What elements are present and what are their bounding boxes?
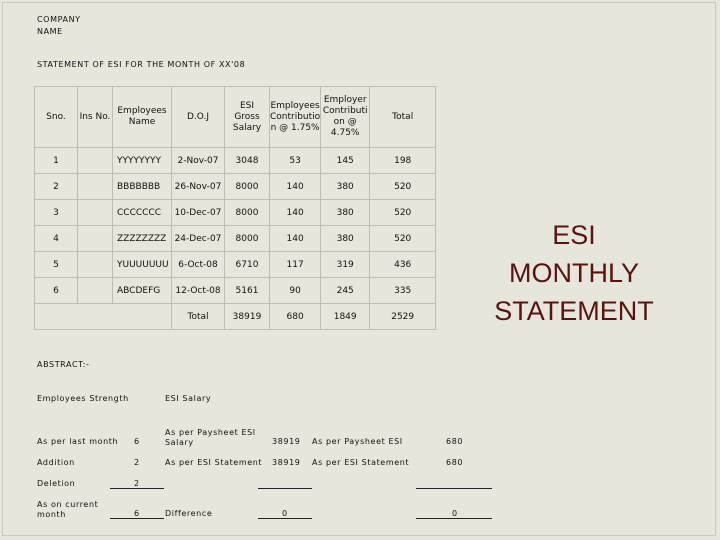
side-title xyxy=(484,216,664,330)
cell-total: 198 xyxy=(370,148,436,174)
abstract-label-addition: Addition xyxy=(37,458,75,467)
underline-contrib-difference xyxy=(416,518,492,519)
header-gross-line: Salary xyxy=(232,122,262,133)
cell-er: 380 xyxy=(321,200,370,226)
cell-employee-name: YUUUUUUU xyxy=(113,252,172,278)
cell-er: 145 xyxy=(321,148,370,174)
table-header-row xyxy=(35,87,436,148)
cell-ec: 140 xyxy=(270,200,321,226)
table-row xyxy=(35,148,436,174)
strength-heading: Employees Strength xyxy=(37,394,129,403)
cell-ins-no xyxy=(78,226,113,252)
header-gross-salary xyxy=(225,87,270,148)
cell-doj: 24-Dec-07 xyxy=(172,226,225,252)
cell-sno: 1 xyxy=(35,148,78,174)
cell-ins-no xyxy=(78,252,113,278)
header-ec-line: Contributio xyxy=(270,111,321,122)
cell-doj: 26-Nov-07 xyxy=(172,174,225,200)
cell-total-er: 1849 xyxy=(321,304,370,330)
cell-employee-name: ZZZZZZZZ xyxy=(113,226,172,252)
statement-title: STATEMENT OF ESI FOR THE MONTH OF XX'08 xyxy=(37,60,246,69)
header-total: Total xyxy=(370,87,436,148)
abstract-contrib-value-paysheet: 680 xyxy=(446,437,464,446)
header-sno: Sno. xyxy=(35,87,78,148)
cell-sno: 4 xyxy=(35,226,78,252)
underline-salary-difference xyxy=(258,518,312,519)
cell-total-label: Total xyxy=(172,304,225,330)
cell-sno: 6 xyxy=(35,278,78,304)
cell-total-total: 2529 xyxy=(370,304,436,330)
cell-doj: 10-Dec-07 xyxy=(172,200,225,226)
abstract-count-addition: 2 xyxy=(134,458,140,467)
cell-blank xyxy=(35,304,172,330)
cell-er: 380 xyxy=(321,226,370,252)
cell-total: 520 xyxy=(370,174,436,200)
abstract-label-last-month: As per last month xyxy=(37,437,119,446)
cell-employee-name: ABCDEFG xyxy=(113,278,172,304)
cell-ec: 140 xyxy=(270,174,321,200)
abstract-salary-value-difference: 0 xyxy=(282,509,288,518)
cell-ins-no xyxy=(78,200,113,226)
underline-contrib-diff xyxy=(416,488,492,489)
salary-heading: ESI Salary xyxy=(165,394,212,403)
underline-deletion xyxy=(110,488,164,489)
cell-total: 335 xyxy=(370,278,436,304)
header-gross-line: ESI xyxy=(239,100,255,111)
cell-employee-name: YYYYYYYY xyxy=(113,148,172,174)
company-name-line1: COMPANY xyxy=(37,15,81,24)
header-employer-contribution xyxy=(321,87,370,148)
header-employee-name-line: Name xyxy=(128,117,156,127)
cell-ec: 53 xyxy=(270,148,321,174)
abstract-contrib-value-statement: 680 xyxy=(446,458,464,467)
header-ins-no: Ins No. xyxy=(78,87,113,148)
company-name xyxy=(37,14,81,38)
header-doj: D.O.J xyxy=(172,87,225,148)
header-er-line: on @ xyxy=(333,117,357,127)
abstract-salary-label-paysheet: As per Paysheet ESI Salary xyxy=(165,428,256,447)
cell-ins-no xyxy=(78,148,113,174)
abstract-count-last-month: 6 xyxy=(134,437,140,446)
cell-total: 520 xyxy=(370,226,436,252)
header-er-line: 4.75% xyxy=(330,128,360,138)
abstract-label-current-month: As on current month xyxy=(37,500,99,519)
cell-employee-name: CCCCCCC xyxy=(113,200,172,226)
abstract-contrib-label-statement: As per ESI Statement xyxy=(312,458,410,467)
side-title-line3: STATEMENT xyxy=(494,296,654,326)
cell-sno: 2 xyxy=(35,174,78,200)
underline-salary-diff xyxy=(258,488,312,489)
cell-gross: 8000 xyxy=(225,226,270,252)
abstract-salary-value-paysheet: 38919 xyxy=(272,437,301,446)
table-row xyxy=(35,278,436,304)
cell-ins-no xyxy=(78,278,113,304)
abstract-label-deletion: Deletion xyxy=(37,479,76,488)
abstract-contrib-value-difference: 0 xyxy=(452,509,458,518)
cell-gross: 6710 xyxy=(225,252,270,278)
header-employee-name xyxy=(113,87,172,148)
cell-doj: 12-Oct-08 xyxy=(172,278,225,304)
table-row xyxy=(35,200,436,226)
table-row xyxy=(35,174,436,200)
header-employee-contribution xyxy=(270,87,321,148)
cell-er: 245 xyxy=(321,278,370,304)
cell-gross: 8000 xyxy=(225,200,270,226)
cell-total: 436 xyxy=(370,252,436,278)
cell-total: 520 xyxy=(370,200,436,226)
header-gross-line: Gross xyxy=(234,111,260,122)
header-ec-line: n @ 1.75% xyxy=(270,122,320,133)
table-total-row xyxy=(35,304,436,330)
underline-current-month xyxy=(110,518,164,519)
cell-er: 380 xyxy=(321,174,370,200)
cell-sno: 5 xyxy=(35,252,78,278)
cell-total-gross: 38919 xyxy=(225,304,270,330)
abstract-heading: ABSTRACT:- xyxy=(37,360,90,369)
abstract-salary-label-statement: As per ESI Statement xyxy=(165,458,263,467)
cell-doj: 6-Oct-08 xyxy=(172,252,225,278)
cell-gross: 3048 xyxy=(225,148,270,174)
abstract-salary-label-difference: Difference xyxy=(165,509,213,518)
cell-doj: 2-Nov-07 xyxy=(172,148,225,174)
cell-ec: 90 xyxy=(270,278,321,304)
abstract-count-deletion: 2 xyxy=(134,479,140,488)
cell-ec: 140 xyxy=(270,226,321,252)
header-employee-name-line: Employees xyxy=(117,106,167,116)
cell-ins-no xyxy=(78,174,113,200)
cell-sno: 3 xyxy=(35,200,78,226)
side-title-line2: MONTHLY xyxy=(508,258,639,288)
header-ec-line: Employees xyxy=(270,100,320,111)
header-er-line: Contributi xyxy=(322,106,368,116)
cell-gross: 8000 xyxy=(225,174,270,200)
table-row xyxy=(35,252,436,278)
cell-gross: 5161 xyxy=(225,278,270,304)
cell-employee-name: BBBBBBB xyxy=(113,174,172,200)
cell-total-ec: 680 xyxy=(270,304,321,330)
table-row xyxy=(35,226,436,252)
cell-er: 319 xyxy=(321,252,370,278)
esi-table xyxy=(34,86,436,330)
header-er-line: Employer xyxy=(323,95,367,105)
cell-ec: 117 xyxy=(270,252,321,278)
abstract-contrib-label-paysheet: As per Paysheet ESI xyxy=(312,437,403,446)
abstract-count-current-month: 6 xyxy=(134,509,140,518)
company-name-line2: NAME xyxy=(37,27,63,36)
abstract-salary-value-statement: 38919 xyxy=(272,458,301,467)
side-title-line1: ESI xyxy=(552,220,596,250)
